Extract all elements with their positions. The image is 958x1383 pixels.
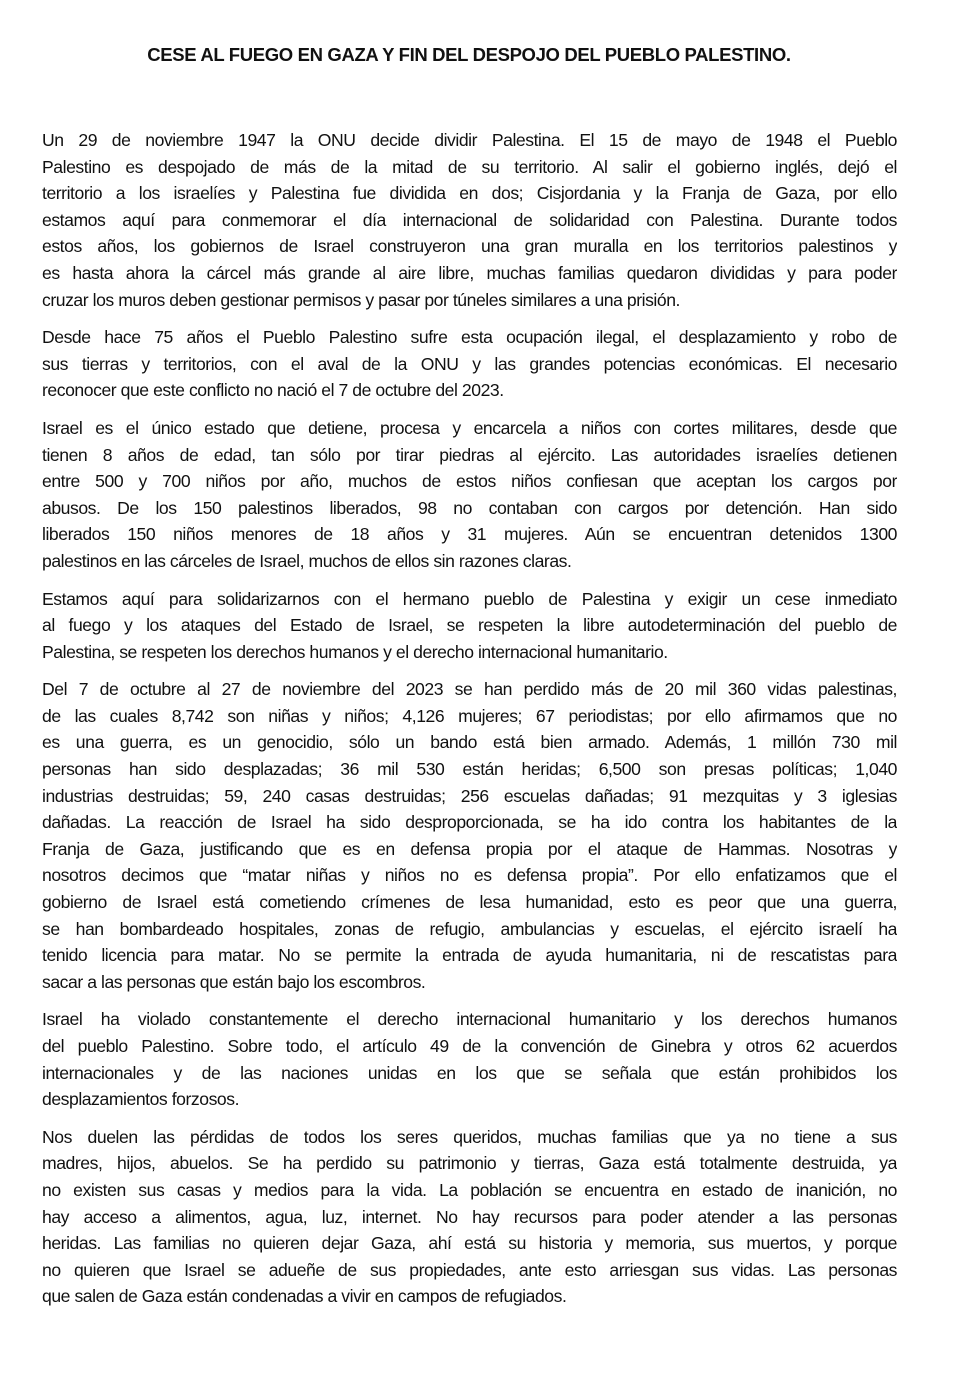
- paragraph: [42, 1124, 897, 1310]
- text-line: nosotros decimos que “matar niñas y niños no es defensa propia”. Por ello enfatizamos que el: [42, 865, 897, 886]
- text-line: abusos. De los 150 palestinos liberados, 98 no contaban con cargos por detención. Han sido: [42, 497, 897, 518]
- text-line: entre 500 y 700 niños por año, muchos de estos niños confiesan que aceptan los cargos por: [42, 471, 897, 492]
- text-line: hay acceso a alimentos, agua, luz, internet. No hay recursos para poder atender a las personas: [42, 1206, 897, 1227]
- text-line: sacar a las personas que están bajo los escombros.: [42, 971, 426, 992]
- text-line: Franja de Gaza, justificando que es en defensa propia por el ataque de Hammas. Nosotras y: [42, 838, 897, 859]
- text-line: Nos duelen las pérdidas de todos los seres queridos, muchas familias que ya no tiene a sus: [42, 1126, 897, 1147]
- text-line: industrias destruidas; 59, 240 casas destruidas; 256 escuelas dañadas; 91 mezquitas y 3 iglesias: [42, 785, 897, 806]
- document-title: CESE AL FUEGO EN GAZA Y FIN DEL DESPOJO DEL PUEBLO PALESTINO.: [147, 44, 791, 65]
- text-line: es una guerra, es un genocidio, sólo un bando está bien armado. Además, 1 millón 730 mil: [42, 732, 897, 753]
- text-line: Israel es el único estado que detiene, procesa y encarcela a niños con cortes militares, desde que: [42, 417, 897, 438]
- text-line: Israel ha violado constantemente el derecho internacional humanitario y los derechos humanos: [42, 1009, 897, 1030]
- paragraph: [42, 586, 897, 666]
- text-line: heridas. Las familias no quieren dejar Gaza, ahí está su historia y memoria, sus muertos, y porque: [42, 1233, 897, 1254]
- text-line: dañadas. La reacción de Israel ha sido desproporcionada, se ha ido contra los habitantes de la: [42, 812, 897, 833]
- text-line: estos años, los gobiernos de Israel construyeron una gran muralla en los territorios palestinos y: [42, 236, 897, 257]
- text-line: Desde hace 75 años el Pueblo Palestino sufre esta ocupación ilegal, el desplazamiento y robo de: [42, 327, 897, 348]
- text-line: palestinos en las cárceles de Israel, muchos de ellos sin razones claras.: [42, 550, 572, 571]
- text-line: desplazamientos forzosos.: [42, 1089, 240, 1110]
- text-line: al fuego y los ataques del Estado de Israel, se respeten la libre autodeterminación del pueblo de: [42, 615, 897, 636]
- text-line: del pueblo Palestino. Sobre todo, el artículo 49 de la convención de Ginebra y otros 62 acuerdos: [42, 1036, 897, 1056]
- paragraph: [42, 676, 897, 995]
- text-line: internacionales y de las naciones unidas en los que se señala que están prohibidos los: [42, 1062, 897, 1083]
- text-line: no quieren que Israel se adueñe de sus propiedades, ante esto arriesgan sus vidas. Las personas: [42, 1259, 897, 1280]
- text-line: territorio a los israelíes y Palestina fue dividida en dos; Cisjordania y la Franja de Gaza, por ello: [42, 183, 897, 204]
- text-line: Palestino es despojado de más de la mitad de su territorio. Al salir el gobierno inglés, dejó el: [42, 156, 897, 177]
- paragraph: [42, 127, 897, 313]
- text-line: que salen de Gaza están condenadas a vivir en campos de refugiados.: [42, 1286, 567, 1307]
- text-line: no existen sus casas y medios para la vida. La población se encuentra en estado de inanición, no: [42, 1179, 897, 1200]
- text-line: reconocer que este conflicto no nació el 7 de octubre del 2023.: [42, 380, 504, 401]
- text-line: tienen 8 años de edad, tan sólo por tirar piedras al ejército. Las autoridades israelíes detienen: [42, 444, 897, 465]
- text-line: es hasta ahora la cárcel más grande al aire libre, muchas familias quedaron divididas y para poder: [42, 262, 897, 283]
- paragraph: [42, 415, 897, 575]
- text-line: madres, hijos, abuelos. Se ha perdido su patrimonio y tierras, Gaza está totalmente destruida, ya: [42, 1153, 897, 1174]
- paragraph: [42, 1006, 897, 1112]
- text-line: Del 7 de octubre al 27 de noviembre del 2023 se han perdido más de 20 mil 360 vidas palestinas,: [42, 679, 897, 700]
- text-line: liberados 150 niños menores de 18 años y 31 mujeres. Aún se encuentran detenidos 1300: [42, 524, 897, 545]
- text-line: Estamos aquí para solidarizarnos con el hermano pueblo de Palestina y exigir un cese inmediato: [42, 588, 897, 609]
- text-line: personas han sido desplazadas; 36 mil 530 están heridas; 6,500 son presas políticas; 1,040: [42, 759, 897, 780]
- paragraph: [42, 324, 897, 404]
- text-line: Un 29 de noviembre 1947 la ONU decide dividir Palestina. El 15 de mayo de 1948 el Pueblo: [42, 130, 897, 150]
- document-body: [42, 127, 897, 1321]
- text-line: estamos aquí para conmemorar el día internacional de solidaridad con Palestina. Durante todos: [42, 209, 897, 230]
- text-line: sus tierras y territorios, con el aval de la ONU y las grandes potencias económicas. El necesario: [42, 353, 897, 374]
- text-line: cruzar los muros deben gestionar permisos y pasar por túneles similares a una prisión.: [42, 289, 680, 310]
- text-line: tenido licencia para matar. No se permite la entrada de ayuda humanitaria, ni de rescatistas para: [42, 945, 897, 966]
- text-line: gobierno de Israel está cometiendo crímenes de lesa humanidad, esto es peor que una guerra,: [42, 892, 897, 913]
- text-line: de las cuales 8,742 son niñas y niños; 4,126 mujeres; 67 periodistas; por ello afirmamos que no: [42, 705, 897, 726]
- text-line: Palestina, se respeten los derechos humanos y el derecho internacional humanitario.: [42, 641, 668, 662]
- text-line: se han bombardeado hospitales, zonas de refugio, ambulancias y escuelas, el ejército israelí ha: [42, 918, 897, 939]
